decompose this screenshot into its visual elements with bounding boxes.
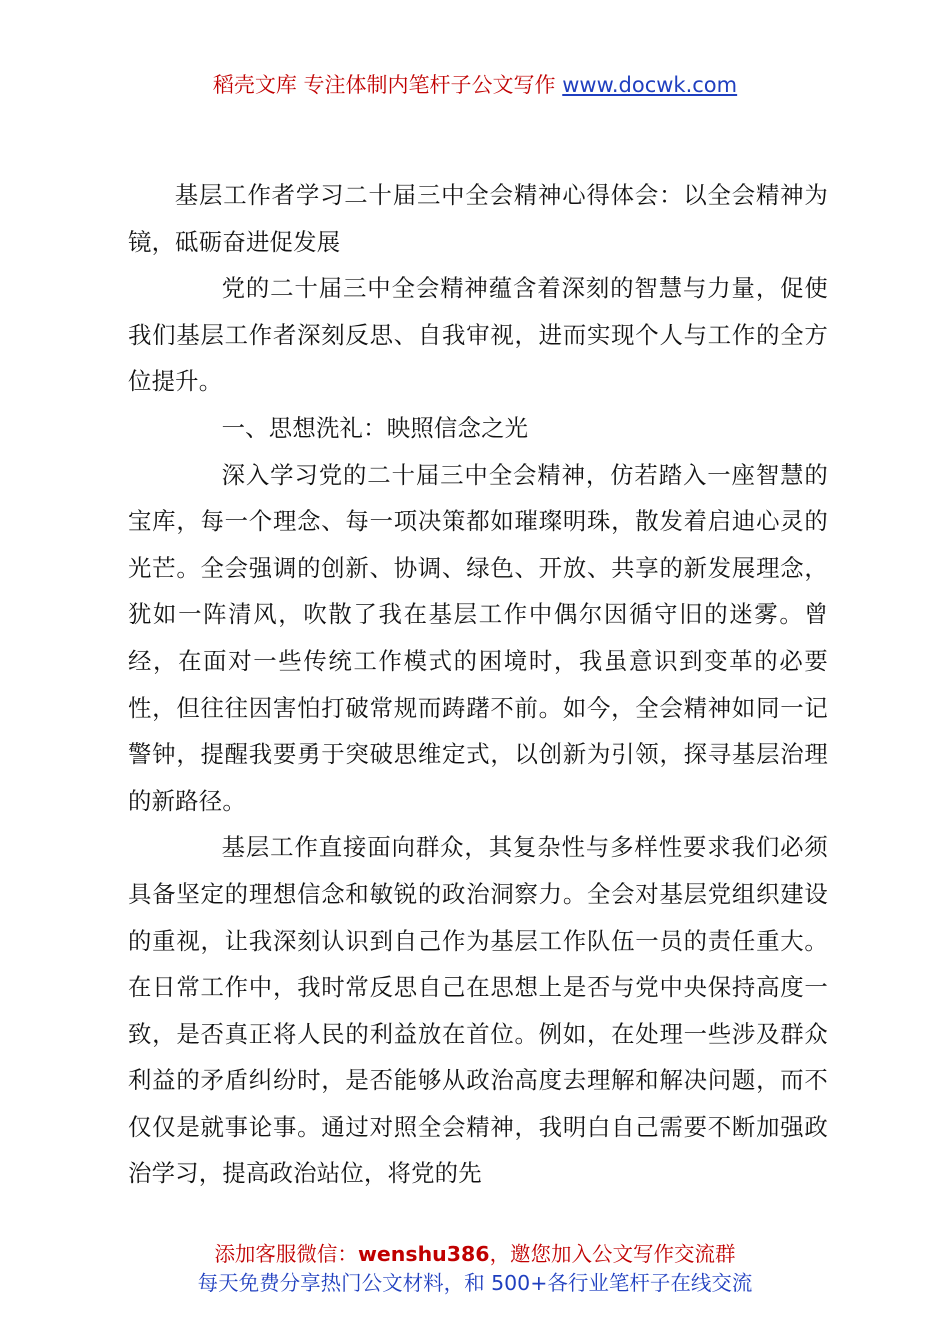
section-heading: 一、思想洗礼：映照信念之光: [221, 413, 529, 442]
intro-paragraph: 党的二十届三中全会精神蕴含着深刻的智慧与力量，促使我们基层工作者深刻反思、自我审视，进而实现个人与工作的全方位提升。: [128, 274, 828, 396]
footer-prefix: 添加客服微信：: [214, 1242, 358, 1266]
document-body: [128, 172, 828, 1197]
page-header: [0, 70, 950, 100]
wechat-id: wenshu386: [357, 1242, 490, 1266]
footer-suffix: ，邀您加入公文写作交流群: [489, 1242, 736, 1266]
footer-line-wechat: [0, 1240, 950, 1269]
footer-line-share: 每天免费分享热门公文材料，和 500+各行业笔杆子在线交流: [197, 1271, 753, 1295]
page-footer: [0, 1240, 950, 1298]
body-paragraph: 深入学习党的二十届三中全会精神，仿若踏入一座智慧的宝库，每一个理念、每一项决策都如璀璨明珠，散发着启迪心灵的光芒。全会强调的创新、协调、绿色、开放、共享的新发展理念，犹如一阵清风，吹散了我在基层工作中偶尔因循守旧的迷雾。曾经，在面对一些传统工作模式的困境时，我虽意识到变革的必要性，但往往因害怕打破常规而踌躇不前。如今，全会精神如同一记警钟，提醒我要勇于突破思维定式，以创新为引领，探寻基层治理的新路径。: [128, 460, 828, 815]
site-url-link[interactable]: www.docwk.com: [562, 73, 738, 97]
document-title: 基层工作者学习二十届三中全会精神心得体会：以全会精神为镜，砥砺奋进促发展: [128, 181, 828, 256]
site-name: 稻壳文库 专注体制内笔杆子公文写作: [212, 73, 556, 97]
body-paragraph: 基层工作直接面向群众，其复杂性与多样性要求我们必须具备坚定的理想信念和敏锐的政治洞察力。全会对基层党组织建设的重视，让我深刻认识到自己作为基层工作队伍一员的责任重大。在日常工作中，我时常反思自己在思想上是否与党中央保持高度一致，是否真正将人民的利益放在首位。例如，在处理一些涉及群众利益的矛盾纠纷时，是否能够从政治高度去理解和解决问题，而不仅仅是就事论事。通过对照全会精神，我明白自己需要不断加强政治学习，提高政治站位，将党的先: [128, 833, 828, 1188]
